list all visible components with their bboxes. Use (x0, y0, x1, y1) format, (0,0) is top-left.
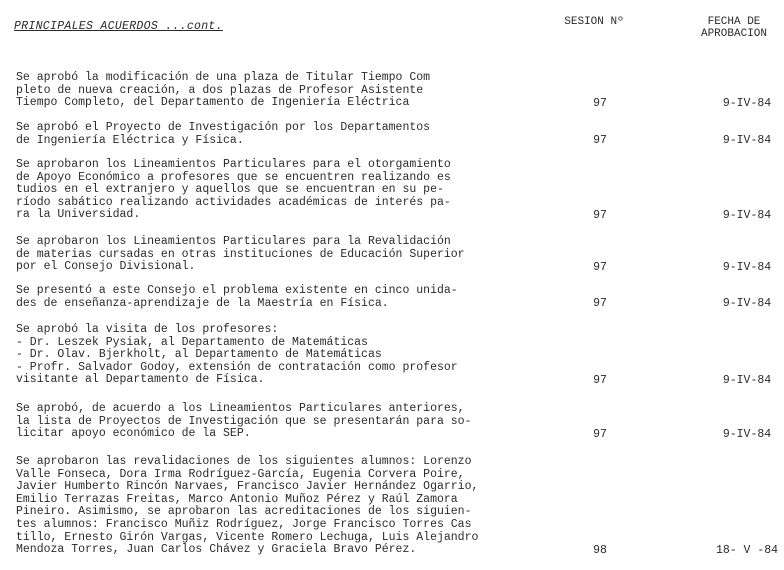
agreement-entry (16, 455, 779, 557)
agreement-text: Se aprobaron las revalidaciones de los siguientes alumnos: Lorenzo Valle Fonseca, Dora Irma Rodríguez-García, Eugenia Corvera Poire, Javier Humberto Rincón Narvaes, Francisco Javier Hernández Ogarrio, Emilio Terrazas Freitas, Marco Antonio Muñoz Pérez y Raúl Zamora Pineiro. Asimismo, se aprobaron las acreditaciones de los siguien- tes alumnos: Francisco Muñiz Rodríguez, Jorge Francisco Torres Cas tillo, Ernesto Girón Vargas, Vicente Romero Lechuga, Luis Alejandro Mendoza Torres, Juan Carlos Chávez y Graciela Bravo Pérez. (16, 455, 479, 557)
agreement-entry (16, 403, 776, 441)
agreement-sesion: 97 (593, 208, 607, 222)
agreement-entry (16, 285, 776, 310)
agreement-entry (16, 324, 776, 387)
agreement-fecha: 9-IV-84 (722, 297, 772, 311)
column-header-sesion: SESION Nº (564, 16, 624, 28)
agreement-entry (16, 159, 776, 222)
agreement-entry (16, 72, 776, 110)
agreement-entry (16, 122, 776, 147)
agreement-sesion: 97 (593, 297, 607, 311)
agreement-sesion: 97 (593, 373, 607, 387)
agreement-sesion: 98 (593, 543, 607, 557)
page-title: PRINCIPALES ACUERDOS ...cont. (14, 20, 223, 33)
agreement-fecha: 9-IV-84 (722, 134, 772, 148)
agreement-fecha: 9-IV-84 (722, 96, 772, 110)
agreement-fecha: 18- V -84 (715, 543, 779, 557)
agreement-fecha: 9-IV-84 (722, 208, 772, 222)
agreement-sesion: 97 (593, 260, 607, 274)
agreement-sesion: 97 (593, 96, 607, 110)
agreement-sesion: 97 (593, 427, 607, 441)
column-header-fecha: FECHA DE APROBACION (700, 16, 767, 40)
agreement-fecha: 9-IV-84 (722, 373, 772, 387)
agreement-entry (16, 236, 776, 274)
agreement-text: Se aprobó la modificación de una plaza de Titular Tiempo Com pleto de nueva creación, a dos plazas de Profesor Asistente Tiempo Completo, del Departamento de Ingeniería Eléctrica (16, 71, 431, 110)
agreement-sesion: 97 (593, 134, 607, 148)
agreement-text: Se aprobó el Proyecto de Investigación por los Departamentos de Ingeniería Eléctrica y Física. (16, 121, 431, 147)
agreement-text: Se aprobaron los Lineamientos Particulares para el otorgamiento de Apoyo Económico a profesores que se encuentren realizando es tudios en el extranjero y aquellos que se encuentran en su pe- ríodo sabático realizando actividades académicas de interés pa- ra la Universidad. (16, 158, 451, 222)
agreement-text: Se aprobaron los Lineamientos Particulares para la Revalidación de materias cursadas en otras instituciones de Educación Superior por el Consejo Divisional. (16, 235, 465, 274)
agreement-text: Se aprobó, de acuerdo a los Lineamientos Particulares anteriores, la lista de Proyectos de Investigación que se presentarán para so- licitar apoyo económico de la SEP. (16, 402, 472, 441)
agreement-fecha: 9-IV-84 (722, 260, 772, 274)
agreement-fecha: 9-IV-84 (722, 427, 772, 441)
agreement-text: Se aprobó la visita de los profesores: - Dr. Leszek Pysiak, al Departamento de Matemáticas - Dr. Olav. Bjerkholt, al Departamento de Matemáticas - Profr. Salvador Godoy, extensión de contratación como profesor visitante al Departamento de Física. (16, 323, 458, 387)
agreement-text: Se presentó a este Consejo el problema existente en cinco unida- des de enseñanza-aprendizaje de la Maestría en Física. (16, 284, 458, 310)
